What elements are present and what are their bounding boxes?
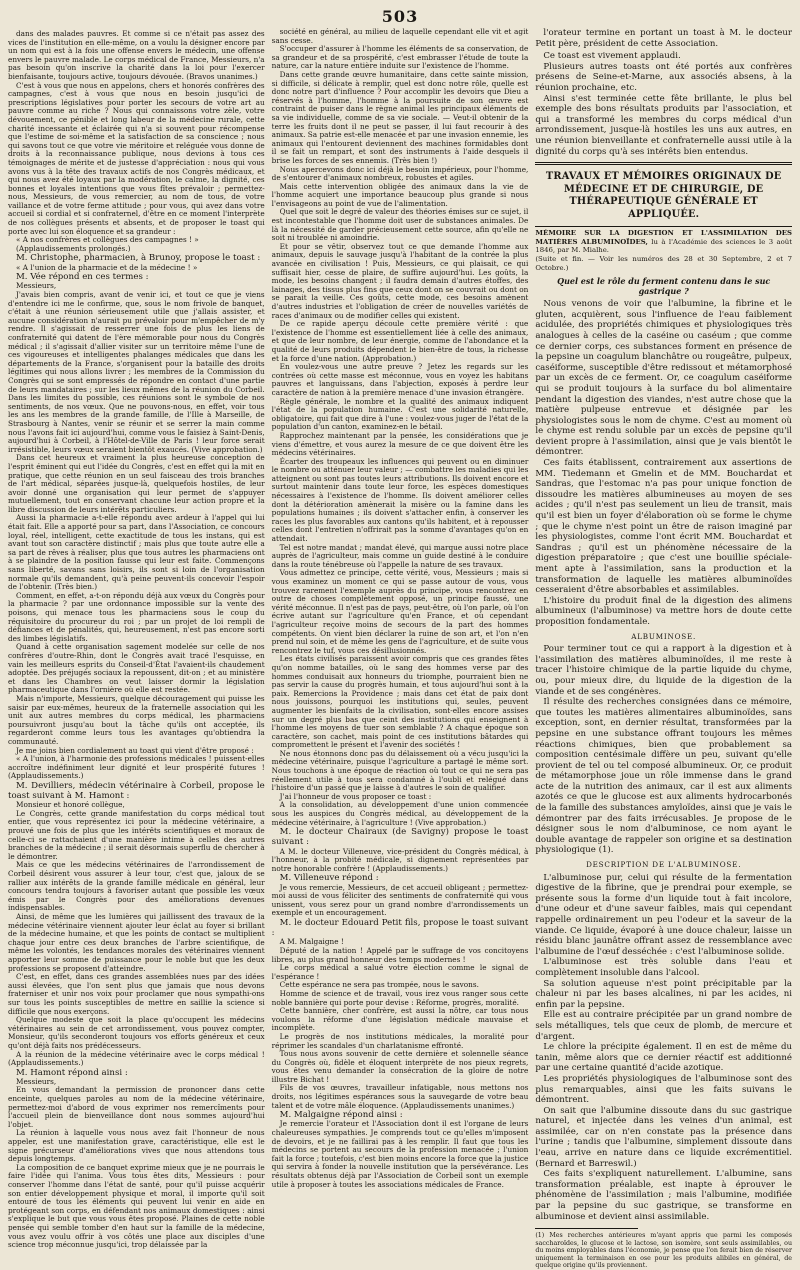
paragraph: Il résulte des recherches consignées dans ce mémoire, que toutes les matières alimentaires albuminoïdes, sans exception, sont, en dernier résultat, transformées par la pepsine en une substance offrant toujours les mêmes réactions chimiques, bien que probablement sa composition centésimale diffère un peu, suivant qu'elle provient de tel ou tel composé albumineux. Or, ce produit de métamorphose joue un rôle immense dans le grand acte de la nutrition des animaux, car il est aux aliments azotés ce que le glucose est aux aliments hydrocarbonés de la famille des substances amyloïdes, ainsi que je vais le démontrer par des faits irrécusables. Je propose de le désigner sous le nom d'albuminose, ce nom ayant le double avantage de rappeler son origine et sa destination physiologique (1). [535,697,793,856]
paragraph: Mais cette intervention obligée des animaux dans la vie de l'homme acquiert une importance beaucoup plus grande si nous l'envisageons au point de vue de l'alimentation. [271,181,529,208]
paragraph: Monsieur et honoré collègue, [16,800,125,810]
paragraph: Ainsi s'est terminée cette fête brillante, le plus bel exemple des bons résultats produits par l'association, et qui a transformé les membres du corps médical d'un arrondissement, jusque-là hostiles les uns aux autres, en une réunion bienveillante et confraternelle aussi utile à la dignité du corps qu'à ses intérêts bien entendus. [535,93,793,157]
speaker-petit: M. le docteur Edouard Petit fils, propose le toast suivant : [271,917,529,939]
speaker-chairaux: M. le docteur Chairaux (de Savigny) propose le toast suivant : [271,827,529,848]
paragraph: « A l'union, à l'harmonie des professions médicales ! puissent-elles accroître indéfiniment leur dignité et leur prospérité futures ! (Applaudissements.) [8,754,265,781]
paragraph: Plusieurs autres toasts ont été portés aux confrères présens de Seine-et-Marne, aux associés absens, à la réunion prochaine, etc. [535,61,793,93]
paragraph: L'albuminose est très soluble dans l'eau et complètement insoluble dans l'alcool. [535,957,793,978]
column-3 [535,28,793,1270]
speaker-malgaigne: M. Malgaigne répond ainsi : [279,1110,403,1121]
paragraph: Nous venons de voir que l'albumine, la fibrine et le gluten, acquièrent, sous l'influence de l'eau faiblement acidulée, des propriétés chimiques et physiologiques très analogues à celles de la caséine ou caséum ; que comme ce dernier corps, ces substances forment en présence de la pepsine un coagulum blanchâtre ou rougeâtre, pulpeux, caséiforme, susceptible d'être redissout et métamorphosé par un excès de ce ferment. Or, ce coagulum caséiforme qui se produit toujours à la surface du bol alimentaire pendant la digestion des viandes, n'est autre chose que la matière pulpeuse entrevue et désignée par les physiologistes sous le nom de chyme. C'est au moment où le chyme est rendu soluble par un excès de pepsine qu'il devient propre à l'assimilation, ainsi que je vais bientôt le démontrer. [535,299,793,458]
paragraph: Je me joins bien cordialement au toast qui vient d'être proposé : [16,745,254,755]
paragraph: La composition de ce banquet exprime mieux que je ne pourrais le faire l'idée qui l'anima. Vous tous êtes dits, Messieurs : pour conserver l'homme dans l'état de santé, pour qu'il puisse acquérir son entier développement physique et moral, il importe qu'il soit entouré de tous les éléments qui peuvent lui venir en aide en protégeant son corps, en défendant nos animaux domestiques : ainsi s'explique le but que vous vous êtes proposé. Plaines de cette noble pensée qui semble tomber d'en haut sur la famille de la médecine, vous avez voulu offrir à vos côtés une place aux disciples d'une science trop méconnue jusqu'ici, trop délaissée par la [8,1162,265,1250]
paragraph: Fils de vos œuvres, travailleur infatigable, nous mettons nos droits, nos légitimes espérances sous la sauvegarde de votre beau talent et de votre mâle éloquence. (Applaudissements unanimes.) [271,1083,529,1110]
toast-line: « A nos confrères et collègues des campagnes ! » [16,235,199,245]
paragraph: L'albuminose pur, celui qui résulte de la fermentation digestive de la fibrine, que je prendrai pour exemple, se présente sous la forme d'un liquide tout à fait incolore, d'une odeur et d'une saveur faibles, mais qui cependant rappelle ordinairement un peu l'odeur et la saveur de la viande. Ce liquide, évaporé à une douce chaleur, laisse un résidu blanc jaunâtre offrant assez de ressemblance avec l'albumine de l'œuf desséchée : c'est l'albuminose solide. [535,872,793,957]
columns [8,27,793,1270]
paragraph: Vous admettez ce principe, cette vérité, vous, Messieurs ; mais si vous examinez un moment ce qui se passe autour de vous, vous trouvez rarement l'exemple auprès du principe, vous rencontrez en outre de choses complètement opposé, un principe faussé, une vérité méconnue. Il n'est pas de pays, peut-être, où l'on parle, où l'on écrive autant sur l'agriculture qu'en France, et où cependant l'agriculteur reçoive moins de secours de la part des hommes compétents. On vient bien déclarer la ruine de son art, et l'on n'en prend nul soin, et de même les gens de l'agriculture, et de suite vous rencontrez le tuf, vous ces désillusionnés. [271,568,529,655]
subheading-description: DESCRIPTION DE L'ALBUMINOSE. [586,860,742,870]
subheading-albuminose: ALBUMINOSE. [631,631,697,641]
column-1 [8,28,265,1250]
toast-line: « A l'union de la pharmacie et de la médecine ! » [16,262,198,272]
paragraph: Les propriétés physiologiques de l'albuminose sont des plus remarquables, ainsi que les faits suivans le démontrent. [535,1073,793,1106]
paragraph: Le corps médical a salué votre élection comme le signal de l'espérance ! [271,963,529,981]
paragraph: A M. Malgaigne ! [279,937,344,947]
paragraph: Dans cet heureux et vraiment la plus heureuse conception de l'esprit éminent qui eut l'idée du Congrès, c'est en effet qui la mit en pratique, que cette réunion en un seul faisceau des trois branches de l'art médical, séparées jusque-là, quelquefois hostiles, de leur avoir donné une organisation qui leur permet de s'appuyer mutuellement, tout en conservant chacune leur action propre et la libre discussion de leurs intérêts particuliers. [8,453,265,514]
paragraph: société en général, au milieu de laquelle cependant elle vit et agit sans cesse. [271,27,529,45]
paragraph: L'histoire du produit final de la digestion des alimens albumineux (l'albuminose) va mettre hors de doute cette proposition fondamentale. [535,595,793,627]
paragraph: La réunion à laquelle vous nous avez fait l'honneur de nous appeler, est une manifestation grave, caractéristique, elle est le signe précurseur d'améliorations vives que nous attendons tous depuis longtemps. [8,1128,265,1164]
memoir-subtitle: lu à l'Académie des sciences le 3 août 1846, par M. Mialhe. [535,237,793,254]
paragraph: Député de la nation ! Appelé par le suffrage de vos concitoyens libres, au plus grand honneur des temps modernes ! [271,945,529,964]
paragraph: Messieurs, [16,1076,57,1086]
paragraph: Comment, en effet, a-t-on répondu déjà aux vœux du Congrès pour la pharmacie ? par une ordonnance impossible sur la vente des poisons, qui menace tous les pharmaciens sous le coup du réquisitoire du procureur du roi ; par un projet de loi rempli de défiances et de pénalités, qui, heureusement, n'est pas encore sorti des limbes législatifs. [8,590,265,643]
paragraph: Les états civilisés paraissent avoir compris que ces grandes fêtes qu'on nomme batailles, où le sang des hommes verse par des hommes conduisait aux honneurs du triomphe, pourraient bien ne pas servir la cause du progrès humain, et tous aujourd'hui sont à la paix. Remercions la Providence ; mais dans cet état de paix dont nous jouissons, pourquoi les institutions qui, seules, peuvent augmenter les bienfaits de la civilisation, sont-elles encore assises sur un degré plus bas que ceint des institutions qui enseignent à l'homme les moyens de tuer son semblable ? A chaque époque son caractère, son cachet, mais point de ces institutions bâtardes qui compromettent le présent et l'avenir des sociétés ! [271,654,529,750]
paragraph: Le Congrès, cette grande manifestation du corps médical tout entier, que vous représentez ici pour la médecine vétérinaire, a prouvé une fois de plus que les intérêts scientifiques et moraux de celle-ci se rattachaient d'une manière intime à celles des autres branches de la médecine ; il serait désormais superflu de chercher à le démontrer. [8,808,265,861]
paragraph: En voulez-vous une autre preuve ? Jetez les regards sur les contrées où cette masse est méconnue, vous en voyez les habitans pauvres et languissans, dans l'abjection, exposés à perdre leur caractère de nation à la première menace d'une invasion étrangère. [271,362,529,397]
paragraph: Rapprochez maintenant par la pensée, les considérations que je viens d'émettre, et vous aurez la mesure de ce que doivent être les médecins vétérinaires. [271,430,529,458]
paragraph: Je remercie l'orateur et l'Association dont il est l'organe de leurs chaleureuses sympathies. Je comprends tout ce qu'elles m'imposent de devoirs, et je ne faillirai pas à les remplir. Il faut que tous les médecins se portent au secours de la profession menacée ; l'union fait la force ; toutefois, c'est bien moins encore la force que la justice qui servira à fonder la nouvelle institution que la persévérance. Les résultats obtenus déjà par l'Association de Corbeil sont un exemple utile à proposer à toutes les associations médicales de France. [271,1119,529,1189]
paragraph: l'orateur termine en portant un toast à M. le docteur Petit père, président de cette Association. [535,28,793,49]
paragraph: Cette espérance ne sera pas trompée, nous le savons. [279,980,479,990]
footnote-divider [535,1228,638,1229]
paragraph: Tel est notre mandat ; mandat élevé, qui marque aussi notre place auprès de l'agriculteur, mais comme un guide destiné à le conduire dans la route ténébreuse où l'appelle la nature de ses travaux. [271,542,529,569]
paragraph: C'est à vous que nous en appelons, chers et honorés confrères des campagnes, c'est à vous que nous en besoin jusqu'ici de prescriptions législatives pour porter les secours de votre art au pauvre comme au riche ? Nous qui connaissons votre zèle, votre dévouement, ce pénible et long labeur de la médecine rurale, cette charité incessante et éclairée qui n'a si souvent pour récompense que l'estime de soi-même et la satisfaction de sa conscience ; nous qui savons tout ce que votre vie méritoire et reléguée vous donne de droits à la reconnaissance publique, nous devions à tous ces témoignages de mérite et de justesse d'appréciation : nous qui vous avons vus à la tête des travaux actifs de nos Congrès médicaux, et qui nous avez été loyaux par la modération, le calme, la dignité, ces bonnes et loyales intentions que vous fîtes prévaloir ; permettez-nous, Messieurs, de vous remercier, au nom de tous, de votre vaillance et de votre ferme attitude ; pour vous, qui avez dans votre accueil si cordial et si confraternel, d'être en ce moment l'interprète de nos collègues présents et absents, et de proposer le toast qui porte avec lui son éloquence et sa grandeur : [8,80,265,236]
paragraph: Dans cette grande œuvre humanitaire, dans cette sainte mission, si difficile, si délicate à remplir, quel est donc notre rôle, quelle est donc notre part d'influence ? Pour accomplir les devoirs que Dieu a réservés à l'homme, l'homme à la poursuite de son œuvre est contraint de puiser dans le règne animal les principaux éléments de sa vie individuelle, comme de sa vie sociale. — Veut-il obtenir de la terre les fruits dont il ne peut se passer, il lui faut recourir à des animaux. Sa patrie est-elle menacée et par une invasion ennemie, les animaux qui l'entourent deviennent des machines formidables dont il se fait un rempart, et sont des instruments à l'aide desquels il brise les forces de ses ennemis. (Très bien !) [271,69,529,165]
paragraph: Je vous remercie, Messieurs, de cet accueil obligeant ; permettez-moi aussi de vous féliciter des sentiments de confraternité qui vous unissent, vous serez pour un grand nombre d'arrondissements un exemple et un encouragement. [271,882,529,918]
paragraph: Aussi la pharmacie a-t-elle répondu avec ardeur à l'appel qui lui était fait. Elle a apporté pour sa part, dans l'Association, ce concours loyal, réel, intelligent, cette exactitude de tous les instans, qui est avant tout son caractère distinctif ; mais plus que toute autre elle a sa part de rêves à réaliser, plus que tous autres les pharmaciens ont à se plaindre de la position fausse qui leur est faite. Commençons sans liberté, savans sans loisirs, ils sont si loin de l'organisation normale qu'ils demandent, qu'à peine peuvent-ils concevoir l'espoir de l'obtenir. (Très bien.) [8,513,265,592]
paragraph: J'ai l'honneur de vous proposer ce toast : [279,791,432,801]
paragraph: A M. le docteur Villeneuve, vice-président du Congrès médical, à l'honneur, à la probité médicale, si dignement représentées par notre honorable confrère ! (Applaudissements.) [271,846,529,873]
paragraph: Ne nous étonnons donc pas du délaissement où a vécu jusqu'ici la médecine vétérinaire, puisque l'agriculture a partagé le même sort. Nous touchons à une époque de réaction où tout ce qui ne sera pas réellement utile à tous sera condamné à l'oubli et relégué dans l'histoire d'un passé que je laisse à d'autres le soin de qualifier. [271,748,529,793]
paragraph: Nous apercevons donc ici déjà le besoin impérieux, pour l'homme, de s'entourer d'animaux nombreux, robustes et agiles. [271,164,529,183]
paragraph: Ces faits établissent, contrairement aux assertions de MM. Tiedemann et Gmelin et de MM. Bouchardat et Sandras, que l'estomac n'a pas pour unique fonction de dissoudre les matières albumineuses au moyen de ses acides ; qu'il n'est pas seulement un lieu de transit, mais qu'il est bien un foyer d'élaboration où se forme le chyme ; que le chyme n'est point un être de raison imaginé par les physiologistes, comme l'ont écrit MM. Bouchardat et Sandras ; qu'il est un phénomène nécessaire de la digestion préparatoire ; que c'est une bouillie spéciale-ment apte à l'assimilation, sans la production et la transformation de laquelle les matières albuminoïdes cesseraient d'être absorbables et assimilables. [535,458,793,596]
speaker-hamont: M. Hamont répond ainsi : [16,1067,128,1078]
paragraph: S'occuper d'assurer à l'homme les éléments de sa conservation, de sa grandeur et de sa prospérité, c'est embrasser l'étude de toute la nature, car la nature entière induite sur l'existence de l'homme. [271,44,529,71]
memoir-heading [535,229,792,254]
speaker-christophe: M. Christophe, pharmacien, à Brunoy, propose le toast : [16,253,261,264]
paragraph: En vous demandant la permission de prononcer dans cette enceinte, quelques paroles au nom de la médecine vétérinaire, permettez-moi d'abord de vous exprimer nos remercîments pour l'accueil plein de bienveillance dont nous sommes aujourd'hui l'objet. [8,1085,265,1129]
paragraph: Pour terminer tout ce qui a rapport à la digestion et à l'assimilation des matières albuminoïdes, il me reste à tracer l'histoire chimique de la partie liquide du chyme, ou, pour mieux dire, du liquide de la digestion de la viande et de ses congénères. [535,644,793,697]
paragraph: Ces faits s'expliquent naturellement. L'albumine, sans transformation préalable, est inapte à éprouver le phénomène de l'assimilation ; mais l'albumine, modifiée par la pepsine du suc gastrique, se transforme en albuminose et devient ainsi assimilable. [535,1169,793,1222]
paragraph: Elle est au contraire précipitée par un grand nombre de sels métalliques, tels que ceux de plomb, de mercure et d'argent. [535,1010,793,1042]
paragraph: A la réunion de la médecine vétérinaire avec le corps médical ! (Applaudissements.) [8,1049,265,1068]
section-title: TRAVAUX ET MÉMOIRES ORIGINAUX DE MÉDECINE ET DE CHIRURGIE, DE THÉRAPEUTIQUE GÉNÉRALE ET APPLIQUÉE. [545,171,782,220]
paragraph: Ainsi, de même que les lumières qui jaillissent des travaux de la médecine vétérinaire viennent ajouter leur éclat au foyer si brillant de la médecine humaine, et que les points de contact se multiplient chaque jour entre ces deux branches de l'arbre scientifique, de même les volontés, les tendances morales des vétérinaires viennent apporter leur somme de puissance pour le noble but que les deux professions se proposent d'atteindre. [8,912,265,973]
paragraph: Écarter des troupeaux les influences qui peuvent ou en diminuer le nombre ou atténuer leur valeur ; — combattre les maladies qui les atteignent ou sont pas toutes leurs attributions. Ils doivent encore et surtout maintenir dans toute leur force, les espèces domestiques nécessaires à l'existence de l'homme. Ils doivent améliorer celles dont la détérioration amènerait la misère ou la famine dans les populations humaines ; ils doivent s'attacher enfin, à conserver les races les plus favorables aux cantons qu'ils habitent, et à repousser celles dont l'entretien n'offrirait pas la somme d'avantages qu'on en attendait. [271,456,529,544]
paragraph: Homme de science et de travail, vous irez vous ranger sous cette noble bannière qui porte pour devise : Réforme, progrès, moralité. [271,988,529,1007]
paragraph: Le progrès de nos institutions médicales, la moralité pour réprimer les scandales d'un charlatanisme effronté. [271,1031,529,1050]
paragraph: Mais ce que les médecins vétérinaires de l'arrondissement de Corbeil désirent vous assurer à leur tour, c'est que, jaloux de se rallier aux intérêts de la grande famille médicale en général, leur concours tendra toujours à favoriser autant que possible les vœux émis par le Congrès pour des améliorations devenues indispensables. [8,860,265,913]
paragraph: Quel que soit le degré de valeur des théories émises sur ce sujet, il est incontestable que l'homme doit user de substances animales. De là la nécessité de garder précieusement cette source, afin qu'elle ne soit ni troublée ni amoindrie. [271,207,529,243]
speaker-vee: M. Vée répond en ces termes : [16,272,149,283]
paragraph: Messieurs, [16,281,57,291]
paragraph: Quand à cette organisation sagement modelée sur celle de nos confrères d'outre-Rhin, dont le Congrès avait tracé l'esquisse, en vain les meilleurs esprits du Conseil-d'État l'avaient-ils chaudement adoptée. Des préjugés sociaux la repoussent, dit-on ; et au ministère et dans les Chambres on veut laisser dormir la législation pharmaceutique dans l'ornière où elle est restée. [8,642,265,695]
title-divider [535,226,792,227]
memoir-note: (Suite et fin. — Voir les numéros des 28 et 30 Septembre, 2 et 7 Octobre.) [535,255,793,272]
paragraph: dans des malades pauvres. Et comme si ce n'était pas assez des vices de l'institution en elle-même, on a voulu la désigner encore par un nom qui est à la fois une offense envers le médecin, une offense envers le pauvre malade. Le corps médical de France, Messieurs, n'a pas besoin qu'on inscrive la charité dans la loi pour l'exercer bienfaisante, toujours active, toujours dévouée. (Bravos unanimes.) [8,29,265,81]
paragraph: Ce toast est vivement applaudi. [543,51,681,62]
paragraph: C'est, en effet, dans ces grandes assemblées nues par des idées aussi élevées, que l'on sent plus que jamais que nous devons fraterniser et unir nos voix pour proclamer que nous sympathi-ons sur tous les points susceptibles de mettre en saillie la science si difficile que nous exerçons. [8,972,265,1016]
paragraph: Mais n'importe, Messieurs, quelque découragement qui puisse les saisir par eux-mêmes, heureux de la fraternelle association qui les unit aux autres membres du corps médical, les pharmaciens poursuivront jusqu'au bout la tâche qu'ils ont acceptée, ils regarderont comme leurs tous les avantages qu'obtiendra la communauté. [8,693,265,746]
section-divider [535,162,792,165]
page-number: 503 [381,7,419,26]
footnote: (1) Mes recherches antérieures m'ayant appris que parmi les composés saccharoïdes, le glucose et le lactose, son isomère, sont seuls assimilables, ou du moins employables dans l'économie, je pense que l'on ferait bien de réserver uniquement la terminaison en ose pour les produits alibiles en général, de quelque origine qu'ils proviennent. [535,1232,793,1270]
column-2 [271,27,529,1189]
paragraph: Tous nous avons souvenir de cette dernière et solennelle séance du Congrès où, fidèle et éloquent interprète de nos pieux regrets, vous êtes venu demander la consécration de la gloire de notre illustre Bichat ! [271,1049,529,1084]
paragraph: Sa solution aqueuse n'est point précipitable par la chaleur ni par les bases alcalines, ni par les acides, ni enfin par la pepsine. [535,978,793,1010]
speaker-villeneuve: M. Villeneuve répond : [279,873,379,884]
paragraph: Et pour se vêtir, observez tout ce que demande l'homme aux animaux, depuis le sauvage jusqu'à l'habitant de la contrée la plus avancée en civilisation ! Puis, Messieurs, ce qui plaisait, ce qui suffisait hier, cesse de plaire, de suffire aujourd'hui. Les goûts, la mode, les besoins changent ; il faudra demain d'autres étoffes, des lainages, des tissus plus fins que ceux dont on se couvrait ou dont on se parait la veille. Ces goûts, cette mode, ces besoins amènent d'autres industries et l'obligation de créer de nouvelles variétés de races d'animaux ou de modifier celles qui existent. [271,241,529,320]
paragraph: Règle générale, le nombre et la qualité des animaux indiquent l'état de la population humaine. C'est une solidarité naturelle, obligatoire, qui fait que dire à l'une : voulez-vous juger de l'état de la population d'un canton, examinez-en le bétail. [271,396,529,432]
paragraph: On sait que l'albumine dissoute dans du suc gastrique naturel, et injectée dans les veines d'un animal, est assimilée, car on n'en constate pas la présence dans l'urine ; tandis que l'albumine, simplement dissoute dans l'eau, arrive en nature dans ce liquide excrémentitiel. (Bernard et Barreswil.) [535,1105,793,1169]
memoir-title: MÉMOIRE SUR LA DIGESTION ET L'ASSIMILATION DES MATIÈRES ALBUMINOÏDES, [535,229,793,246]
paragraph: De ce rapide aperçu découle cette première vérité : que l'existence de l'homme est essentiellement liée à celle des animaux, et que de leur nombre, de leur énergie, comme de l'abondance et la qualité de leurs produits dépendent le bien-être de tous, la richesse et la force d'une nation. (Approbation.) [271,319,529,363]
paragraph: J'avais bien compris, avant de venir ici, et tout ce que je viens d'entendre ici me le confirme, que, sous le nom frivole de banquet, c'était à une réunion sérieusement utile que j'allais assister, et aucune considération n'aurait pu prévaloir pour m'empêcher de m'y rendre. Il s'agissait de resserrer une fois de plus les liens de confraternité qui datent de l'ère mémorable pour nous du Congrès médical ; il s'agissait d'allier visiter sur un territoire même l'une de ces vigoureuses et intelligentes phalanges médicales que dans les départements de la France, s'organisent pour la bataille des droits légitimes qui nous allons livrer ; les membres de la Commission du Congrès qui se sont empressés de répondre en contact d'une partie de leurs mandataires ; sur les lieux mêmes de la réunion du Corbeil. Dans les limites du possible, ces réunions sont le symbole de nos sentiments, de nos vœux. Que ne pouvons-nous, en effet, voir tous les ans les membres de la grande famille, de l'Ille à Marseille, de Strasbourg à Nantes, venir se réunir et se serrer la main comme nous l'avons fait ici aujourd'hui, comme vous le faisiez à Saint-Denis, aujourd'hui à Corbeil, à l'Hôtel-de-Ville de Paris ! leur force serait irrésistible, leurs vœux seraient bientôt exaucés. (Vive approbation.) [8,290,265,454]
applause-line: (Applaudissements prolongés.) [16,243,131,253]
speaker-devilliers: M. Devilliers, médecin vétérinaire à Corbeil, propose le toast suivant à M. Hamont : [8,780,265,802]
paragraph: Le chlore la précipite également. Il en est de même du tanin, même alors que ce dernier réactif est additionné par une certaine quantité d'acide azotique. [535,1042,793,1074]
paragraph: A la consolidation, au développement d'une union commencée sous les auspices du Congrès médical, au développement de la médecine vétérinaire, à l'agriculture ! (Vive approbation.) [271,800,529,827]
question-heading: Quel est le rôle du ferment contenu dans le suc gastrique ? [557,276,771,297]
paragraph: Quelque modeste que soit la place qu'occupent les médecins vétérinaires au sein de cet arrondissement, vous pouvez compter, Monsieur, qu'ils seconderont toujours vos efforts généreux et ceux qu'ont déjà faits nos prédécesseurs. [8,1015,265,1050]
paragraph: Cette bannière, cher confrère, est aussi la nôtre, car tous nous voulons la réforme d'une législation médicale mauvaise et incomplète. [271,1006,529,1033]
